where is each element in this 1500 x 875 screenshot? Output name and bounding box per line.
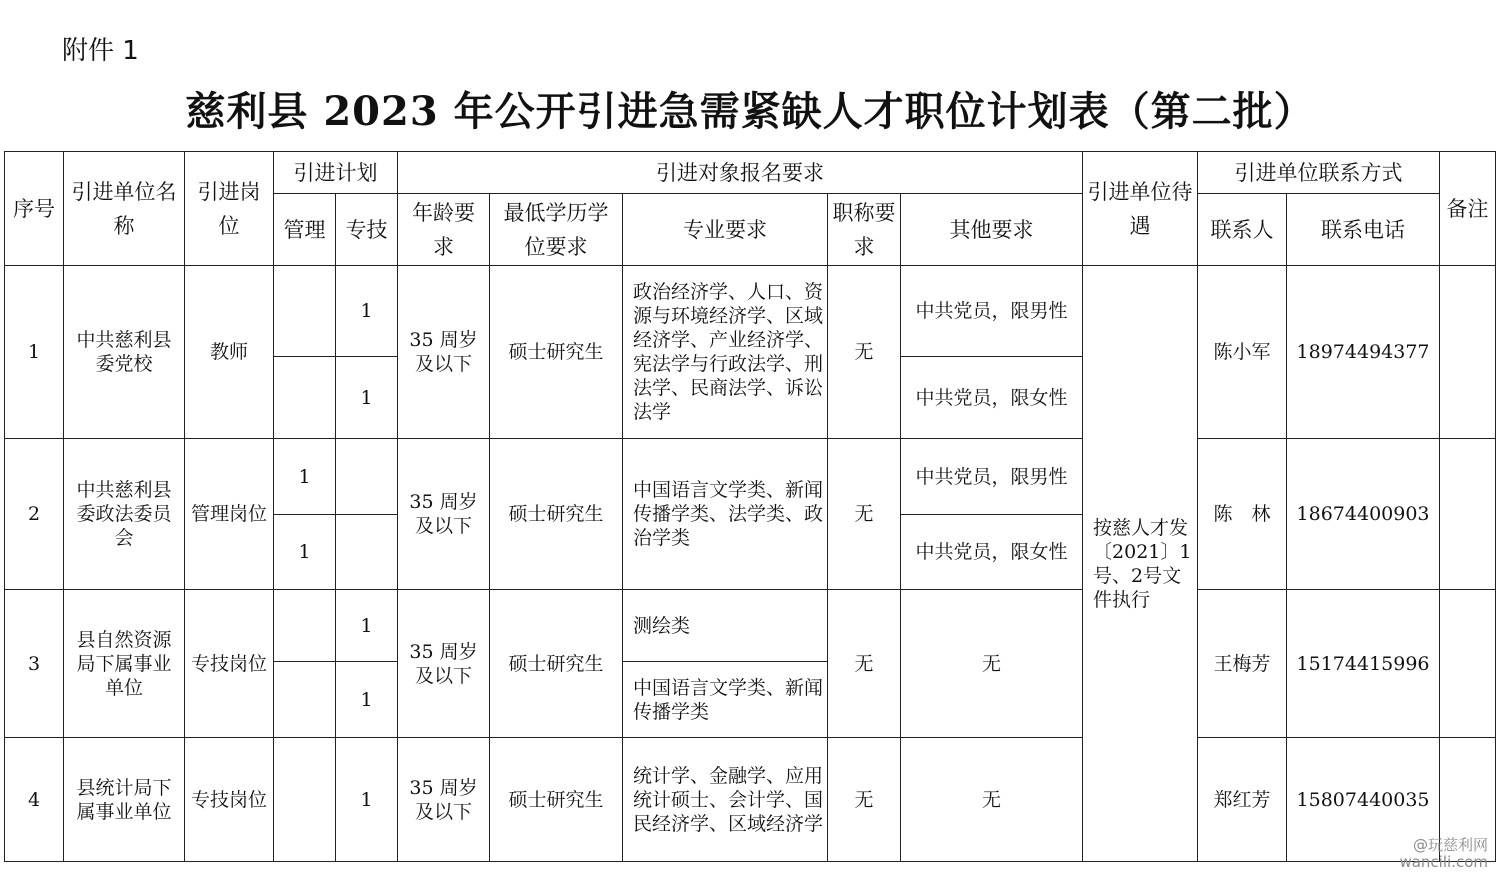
row3-seq: 3 bbox=[5, 590, 64, 738]
row3-post: 专技岗位 bbox=[185, 590, 274, 738]
row1-major: 政治经济学、人口、资源与环境经济学、区域经济学、产业经济学、宪法学与行政法学、刑法学、民商法学、诉讼法学 bbox=[623, 266, 828, 439]
header-contact-phone: 联系电话 bbox=[1287, 194, 1440, 266]
row1-remark bbox=[1440, 266, 1496, 439]
header-plan-mgmt: 管理 bbox=[274, 194, 336, 266]
row3-unit: 县自然资源局下属事业单位 bbox=[64, 590, 185, 738]
row3a-major: 测绘类 bbox=[623, 590, 828, 662]
position-plan-table bbox=[4, 151, 1496, 862]
row2-post: 管理岗位 bbox=[185, 439, 274, 590]
row4-contact-person: 郑红芳 bbox=[1198, 738, 1287, 862]
row3b-major: 中国语言文学类、新闻传播学类 bbox=[623, 662, 828, 738]
row3-other: 无 bbox=[901, 590, 1083, 738]
row1-post: 教师 bbox=[185, 266, 274, 439]
header-remark: 备注 bbox=[1440, 152, 1496, 266]
row1b-plan-mgmt bbox=[274, 357, 336, 439]
row2-remark bbox=[1440, 439, 1496, 590]
watermark-line-2: wancili.com bbox=[1399, 853, 1488, 871]
row3a-plan-mgmt bbox=[274, 590, 336, 662]
row3-remark bbox=[1440, 590, 1496, 738]
row4-seq: 4 bbox=[5, 738, 64, 862]
header-plan: 引进计划 bbox=[274, 152, 398, 194]
row2b-plan-tech bbox=[336, 515, 398, 590]
row2b-plan-mgmt: 1 bbox=[274, 515, 336, 590]
header-age: 年龄要求 bbox=[398, 194, 490, 266]
row4-plan-tech: 1 bbox=[336, 738, 398, 862]
table-row bbox=[5, 738, 1496, 862]
row4-contact-phone: 15807440035 bbox=[1287, 738, 1440, 862]
row1a-other: 中共党员，限男性 bbox=[901, 266, 1083, 357]
row3a-plan-tech: 1 bbox=[336, 590, 398, 662]
row2-contact-phone: 18674400903 bbox=[1287, 439, 1440, 590]
row2-seq: 2 bbox=[5, 439, 64, 590]
row3-contact-person: 王梅芳 bbox=[1198, 590, 1287, 738]
page-title: 慈利县 2023 年公开引进急需紧缺人才职位计划表（第二批） bbox=[185, 88, 1315, 135]
row3b-plan-mgmt bbox=[274, 662, 336, 738]
table-row bbox=[5, 439, 1496, 515]
header-contact: 引进单位联系方式 bbox=[1198, 152, 1440, 194]
row2b-other: 中共党员，限女性 bbox=[901, 515, 1083, 590]
row3-contact-phone: 15174415996 bbox=[1287, 590, 1440, 738]
header-other: 其他要求 bbox=[901, 194, 1083, 266]
row1-seq: 1 bbox=[5, 266, 64, 439]
row3-title-req: 无 bbox=[828, 590, 901, 738]
row2-contact-person: 陈 林 bbox=[1198, 439, 1287, 590]
header-unit: 引进单位名称 bbox=[64, 152, 185, 266]
row4-other: 无 bbox=[901, 738, 1083, 862]
row4-edu: 硕士研究生 bbox=[490, 738, 623, 862]
row3b-plan-tech: 1 bbox=[336, 662, 398, 738]
row2a-other: 中共党员，限男性 bbox=[901, 439, 1083, 515]
row1-title-req: 无 bbox=[828, 266, 901, 439]
header-edu: 最低学历学位要求 bbox=[490, 194, 623, 266]
watermark-line-1: @玩慈利网 bbox=[1412, 836, 1488, 854]
row1-contact-person: 陈小军 bbox=[1198, 266, 1287, 439]
row1a-plan-tech: 1 bbox=[336, 266, 398, 357]
row4-post: 专技岗位 bbox=[185, 738, 274, 862]
header-requirements: 引进对象报名要求 bbox=[398, 152, 1083, 194]
header-post: 引进岗位 bbox=[185, 152, 274, 266]
header-row-1 bbox=[5, 152, 1496, 194]
row1-age: 35 周岁及以下 bbox=[398, 266, 490, 439]
row4-plan-mgmt bbox=[274, 738, 336, 862]
header-seq: 序号 bbox=[5, 152, 64, 266]
row3-age: 35 周岁及以下 bbox=[398, 590, 490, 738]
row1-unit: 中共慈利县委党校 bbox=[64, 266, 185, 439]
row2-title-req: 无 bbox=[828, 439, 901, 590]
row2-edu: 硕士研究生 bbox=[490, 439, 623, 590]
row1b-plan-tech: 1 bbox=[336, 357, 398, 439]
header-treatment: 引进单位待遇 bbox=[1083, 152, 1198, 266]
row2a-plan-tech bbox=[336, 439, 398, 515]
table-row bbox=[5, 590, 1496, 662]
header-plan-tech: 专技 bbox=[336, 194, 398, 266]
header-contact-person: 联系人 bbox=[1198, 194, 1287, 266]
row1-contact-phone: 18974494377 bbox=[1287, 266, 1440, 439]
row1a-plan-mgmt bbox=[274, 266, 336, 357]
treatment-all: 按慈人才发〔2021〕1号、2号文件执行 bbox=[1083, 266, 1198, 862]
row2-unit: 中共慈利县委政法委员会 bbox=[64, 439, 185, 590]
row4-age: 35 周岁及以下 bbox=[398, 738, 490, 862]
row1-edu: 硕士研究生 bbox=[490, 266, 623, 439]
row2-major: 中国语言文学类、新闻传播学类、法学类、政治学类 bbox=[623, 439, 828, 590]
row2-age: 35 周岁及以下 bbox=[398, 439, 490, 590]
row4-major: 统计学、金融学、应用统计硕士、会计学、国民经济学、区域经济学 bbox=[623, 738, 828, 862]
site-watermark bbox=[1399, 837, 1488, 871]
row4-title-req: 无 bbox=[828, 738, 901, 862]
table-row bbox=[5, 266, 1496, 357]
row4-unit: 县统计局下属事业单位 bbox=[64, 738, 185, 862]
header-major: 专业要求 bbox=[623, 194, 828, 266]
row1b-other: 中共党员，限女性 bbox=[901, 357, 1083, 439]
annex-label: 附件 1 bbox=[62, 36, 139, 66]
header-title-req: 职称要求 bbox=[828, 194, 901, 266]
row3-edu: 硕士研究生 bbox=[490, 590, 623, 738]
row2a-plan-mgmt: 1 bbox=[274, 439, 336, 515]
